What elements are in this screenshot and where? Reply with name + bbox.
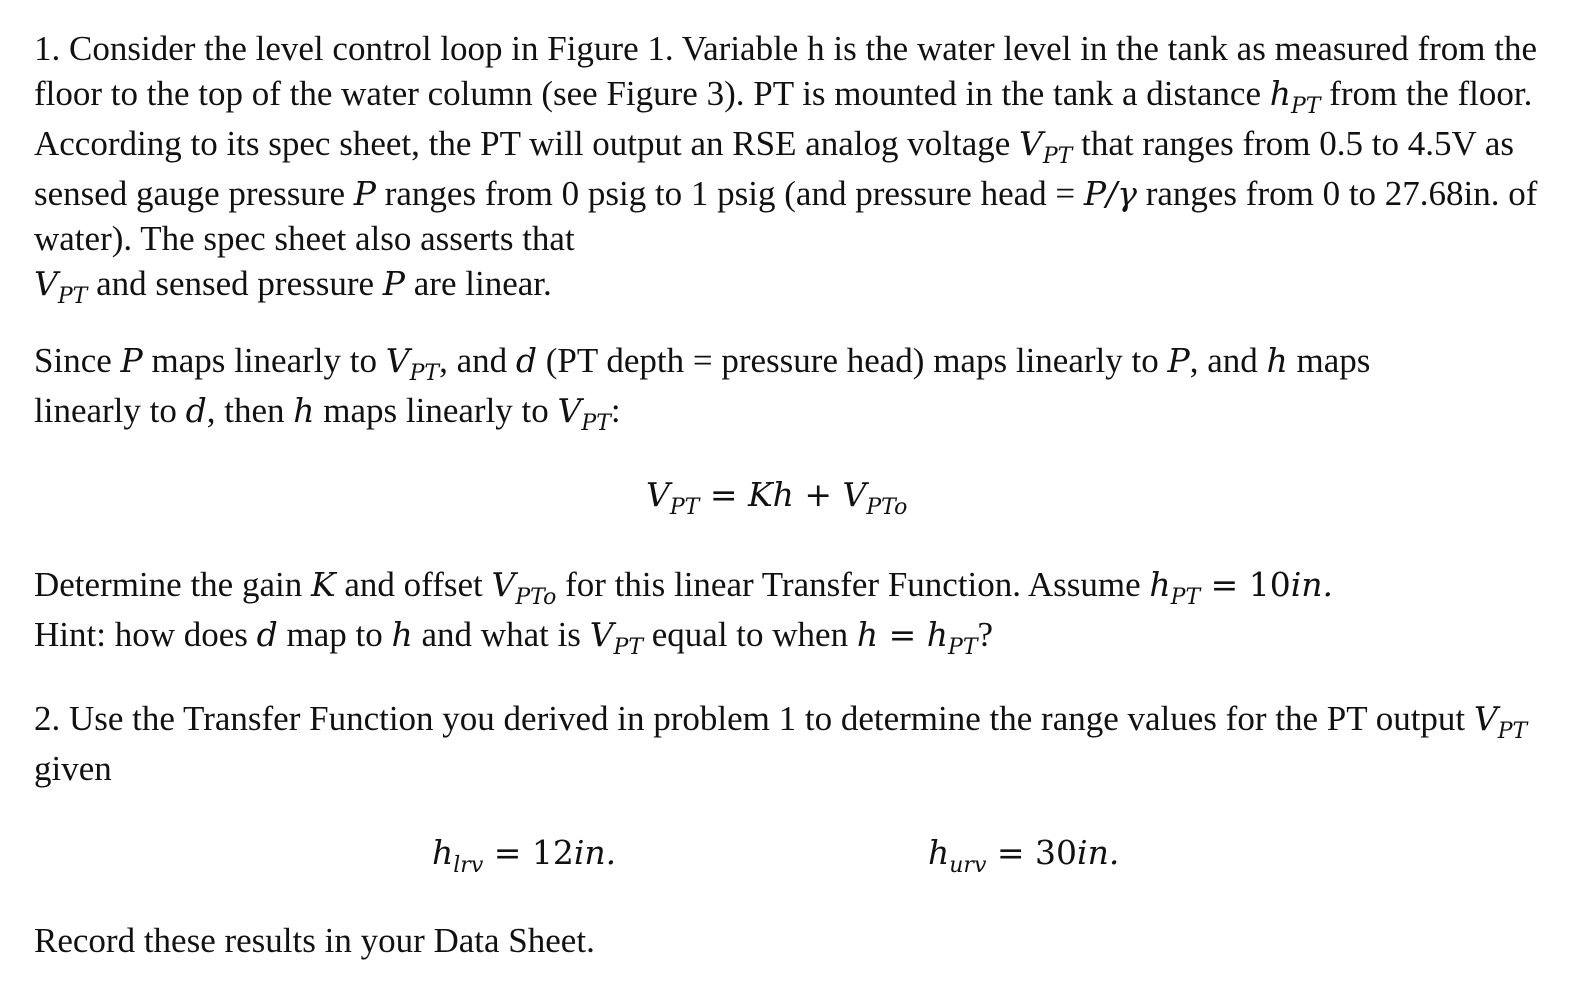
linearity-explanation: Since P maps linearly to $V_{PT}$, and d (PT depth = pressure head) maps linearly to P, and h maps linearly to d, then h maps linearly to $V_{PT}$: — [34, 341, 1371, 436]
record-instruction: Record these results in your Data Sheet. — [34, 921, 595, 960]
lrv-equation: $h_{lrv} = 12in$. — [432, 833, 617, 878]
transfer-function-equation: $V_{PT} = Kh + V_{PTo}$ — [646, 475, 908, 520]
urv-equation: $h_{urv} = 30in$. — [928, 833, 1120, 878]
problem-1-task: Determine the gain K and offset $V_{PTo}$ for this linear Transfer Function. Assume $h_{PT} = 10in$. Hint: how does d map to h and what is $V_{PT}$ equal to when $h = h_{PT}$? — [34, 565, 1334, 660]
problem-1-statement: 1. Consider the level control loop in Figure 1. Variable h is the water level in the tank as measured from the floor to the top of the water column (see Figure 3). PT is mounted in the tank a distance $h_{PT}$ from the floor. According to its spec sheet, the PT will output an RSE analog voltage $V_{PT}$ that ranges from 0.5 to 4.5V as sensed gauge pressure P ranges from 0 psig to 1 psig (and pressure head = P/γ ranges from 0 to 27.68in. of water). The spec sheet also asserts that $V_{PT}$ and sensed pressure P are linear. — [34, 29, 1538, 309]
problem-2-statement: 2. Use the Transfer Function you derived in problem 1 to determine the range values for the PT output $V_{PT}$ given — [34, 699, 1528, 788]
